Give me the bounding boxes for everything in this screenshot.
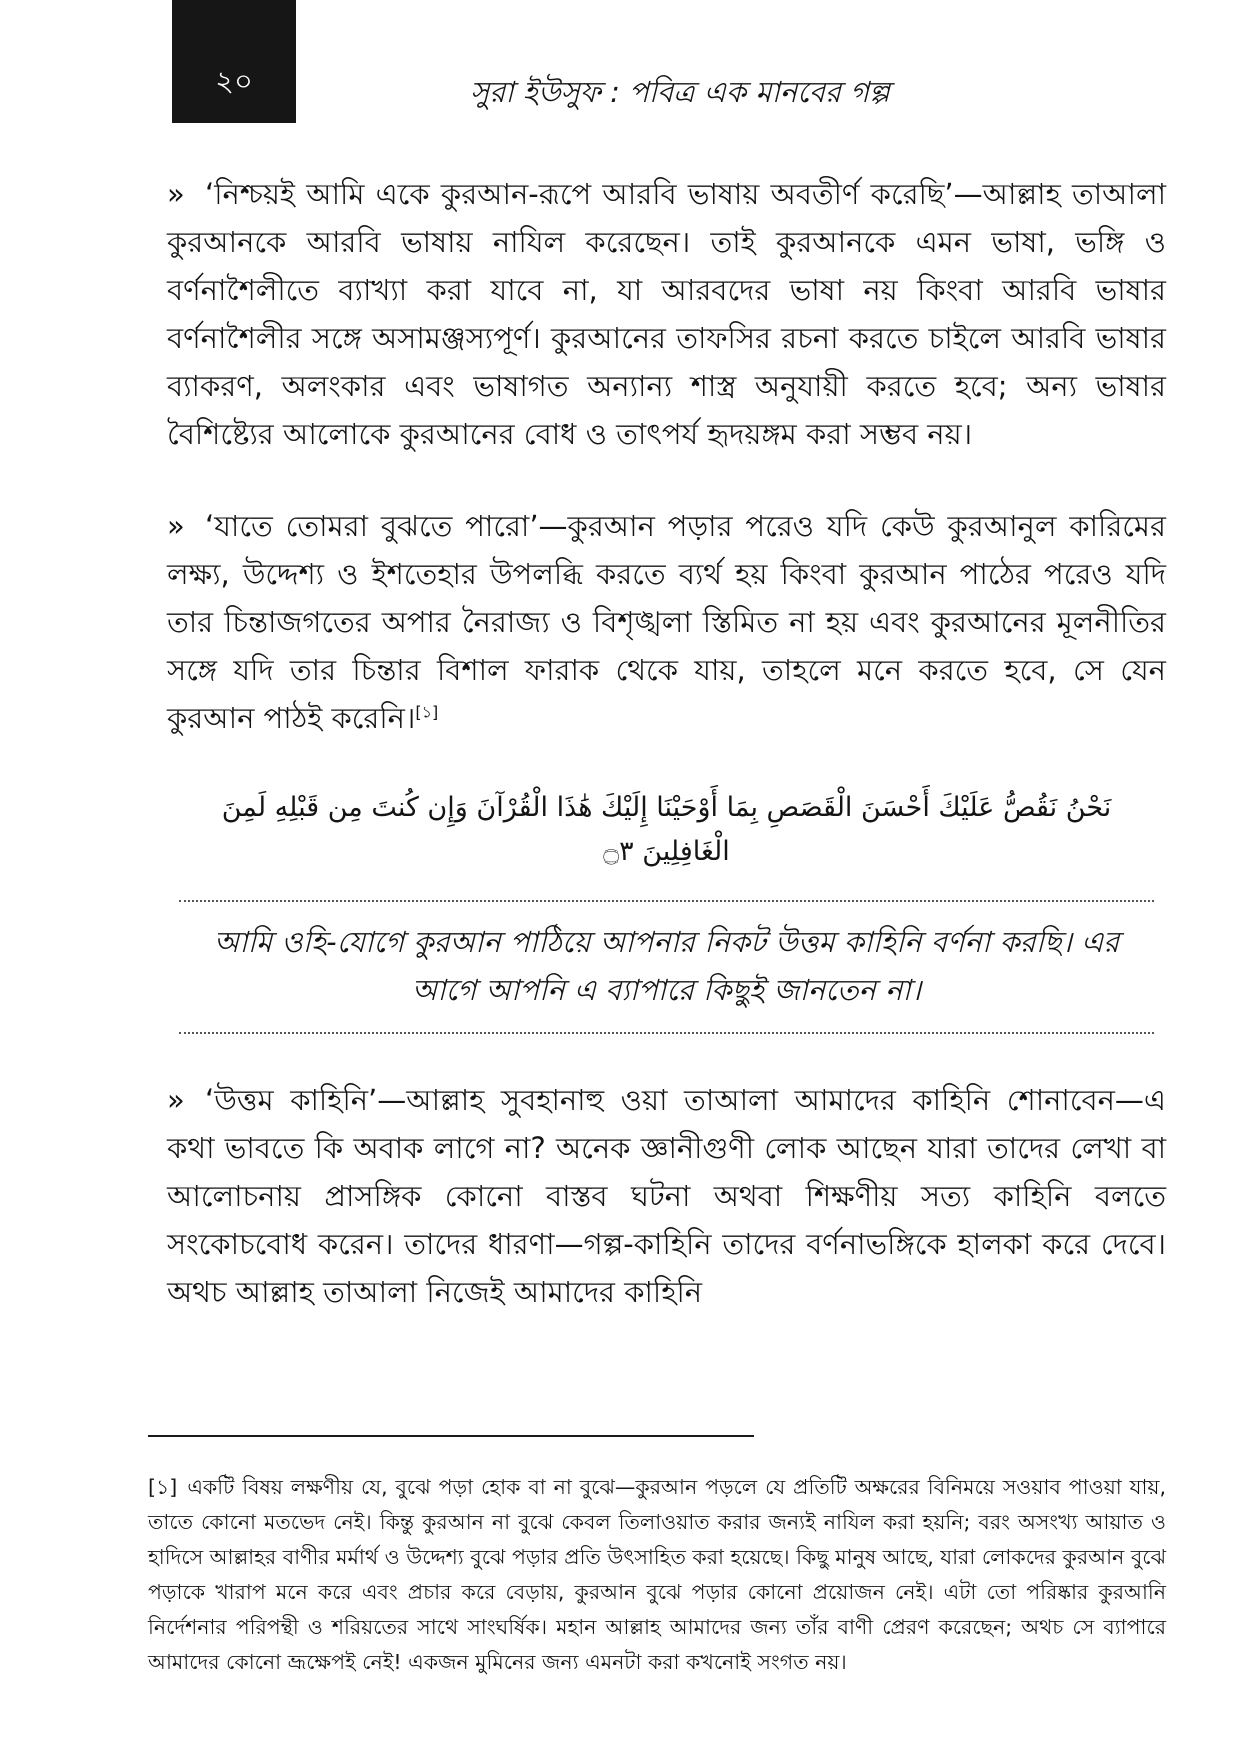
- footnote-text: একটি বিষয় লক্ষণীয় যে, বুঝে পড়া হোক বা না বুঝে—কুরআন পড়লে যে প্রতিটি অক্ষরের বিনিময়ে সওয়াব পাওয়া যায়, তাতে কোনো মতভেদ নেই। কিন্তু কুরআন না বুঝে কেবল তিলাওয়াত করার জন্যই নাযিল করা হয়নি; বরং অসংখ্য আয়াত ও হাদিসে আল্লাহর বাণীর মর্মার্থ ও উদ্দেশ্য বুঝে পড়ার প্রতি উৎসাহিত করা হয়েছে। কিছু মানুষ আছে, যারা লোকদের কুরআন বুঝে পড়াকে খারাপ মনে করে এবং প্রচার করে বেড়ায়, কুরআন বুঝে পড়ার কোনো প্রয়োজন নেই। এটা তো পরিষ্কার কুরআনি নির্দেশনার পরিপন্থী ও শরিয়তের সাথে সাংঘর্ষিক। মহান আল্লাহ আমাদের জন্য তাঁর বাণী প্রেরণ করেছেন; অথচ সে ব্যাপারে আমাদের কোনো ভ্রূক্ষেপই নেই! একজন মুমিনের জন্য এমনটা করা কখনোই সংগত নয়।: [148, 1475, 1166, 1674]
- paragraph-1: [167, 170, 1166, 458]
- footnote: [148, 1470, 1166, 1680]
- footnote-reference: [১]: [415, 702, 439, 722]
- footnote-separator: [148, 1435, 754, 1437]
- dotted-divider-bottom: [179, 1032, 1154, 1034]
- running-header-title: সুরা ইউসুফ : পবিত্র এক মানবের গল্প: [470, 75, 890, 109]
- footnote-marker: [১]: [148, 1475, 178, 1499]
- paragraph-3: [167, 1076, 1166, 1316]
- quran-verse-arabic: نَحْنُ نَقُصُّ عَلَيْكَ أَحْسَنَ الْقَصَصِ بِمَا أَوْحَيْنَا إِلَيْكَ هَٰذَا الْقُرْآنَ وَإِن كُنتَ مِن قَبْلِهِ لَمِنَ الْغَافِلِينَ ۝٣: [221, 792, 1112, 867]
- paragraph-text: ‘নিশ্চয়ই আমি একে কুরআন-রূপে আরবি ভাষায় অবতীর্ণ করেছি’—আল্লাহ তাআলা কুরআনকে আরবি ভাষায় নাযিল করেছেন। তাই কুরআনকে এমন ভাষা, ভঙ্গি ও বর্ণনাশৈলীতে ব্যাখ্যা করা যাবে না, যা আরবদের ভাষা নয় কিংবা আরবি ভাষার বর্ণনাশৈলীর সঙ্গে অসামঞ্জস্যপূর্ণ। কুরআনের তাফসির রচনা করতে চাইলে আরবি ভাষার ব্যাকরণ, অলংকার এবং ভাষাগত অন্যান্য শাস্ত্র অনুযায়ী করতে হবে; অন্য ভাষার বৈশিষ্ট্যের আলোকে কুরআনের বোধ ও তাৎপর্য হৃদয়ঙ্গম করা সম্ভব নয়।: [167, 177, 1166, 451]
- paragraph-2: [167, 502, 1166, 742]
- verse-translation: আমি ওহি-যোগে কুরআন পাঠিয়ে আপনার নিকট উত্তম কাহিনি বর্ণনা করছি। এর আগে আপনি এ ব্যাপারে কিছুই জানতেন না।: [213, 925, 1120, 1007]
- paragraph-text: ‘যাতে তোমরা বুঝতে পারো’—কুরআন পড়ার পরেও যদি কেউ কুরআনুল কারিমের লক্ষ্য, উদ্দেশ্য ও ইশতেহার উপলব্ধি করতে ব্যর্থ হয় কিংবা কুরআন পাঠের পরেও যদি তার চিন্তাজগতের অপার নৈরাজ্য ও বিশৃঙ্খলা স্তিমিত না হয় এবং কুরআনের মূলনীতির সঙ্গে যদি তার চিন্তার বিশাল ফারাক থেকে যায়, তাহলে মনে করতে হবে, সে যেন কুরআন পাঠই করেনি।: [167, 509, 1166, 735]
- page-number: ২০: [215, 64, 253, 98]
- paragraph-marker: »: [167, 509, 185, 543]
- paragraph-marker: »: [167, 177, 185, 211]
- page-number-box: [172, 0, 296, 123]
- paragraph-text: ‘উত্তম কাহিনি’—আল্লাহ সুবহানাহু ওয়া তাআলা আমাদের কাহিনি শোনাবেন—এ কথা ভাবতে কি অবাক লাগে না? অনেক জ্ঞানীগুণী লোক আছেন যারা তাদের লেখা বা আলোচনায় প্রাসঙ্গিক কোনো বাস্তব ঘটনা অথবা শিক্ষণীয় সত্য কাহিনি বলতে সংকোচবোধ করেন। তাদের ধারণা—গল্প-কাহিনি তাদের বর্ণনাভঙ্গিকে হালকা করে দেবে। অথচ আল্লাহ তাআলা নিজেই আমাদের কাহিনি: [167, 1083, 1166, 1309]
- paragraph-marker: »: [167, 1083, 185, 1117]
- main-content: [167, 170, 1166, 1360]
